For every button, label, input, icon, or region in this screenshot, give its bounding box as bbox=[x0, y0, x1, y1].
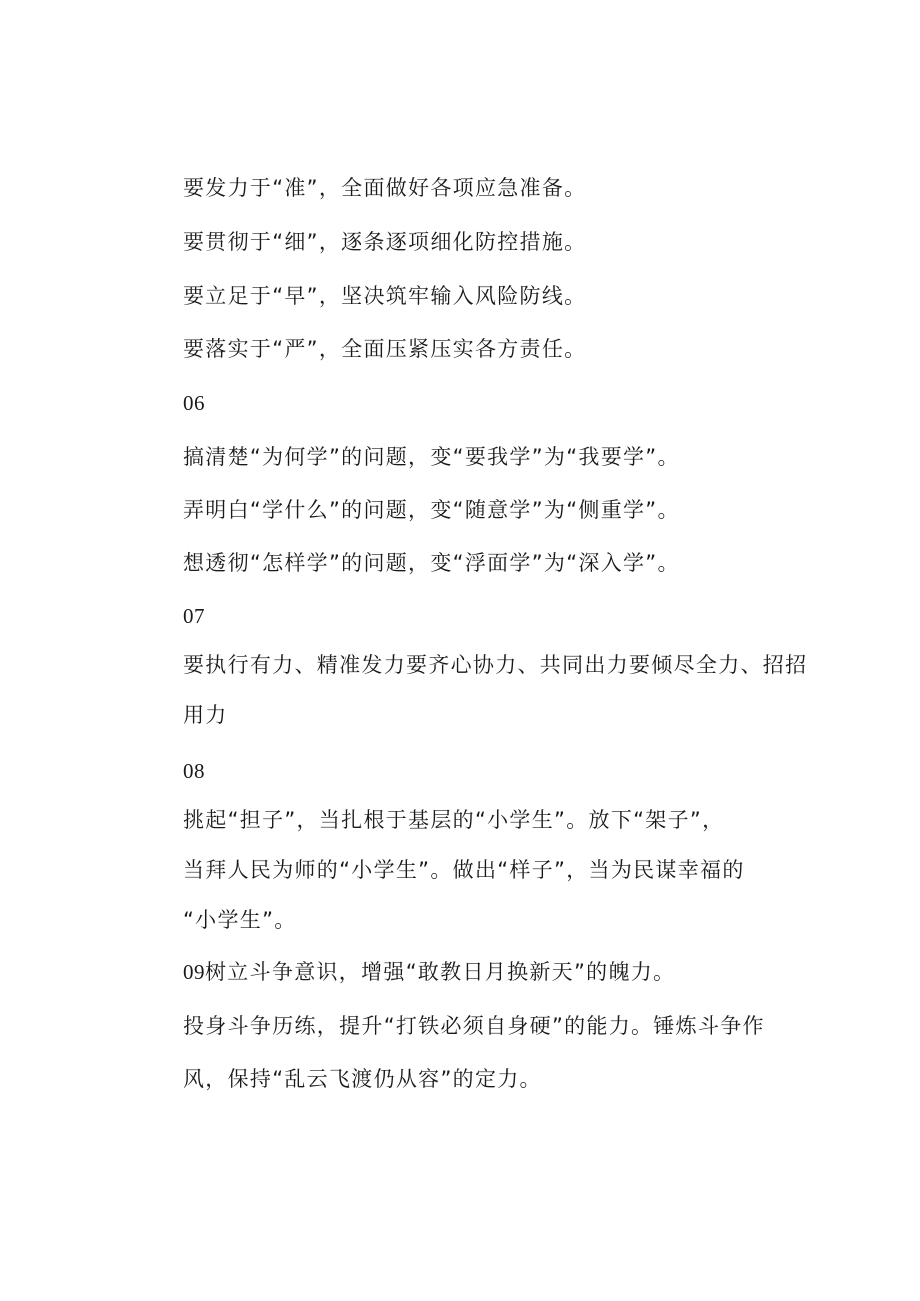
text-line: “小学生”。 bbox=[183, 908, 297, 932]
section-number: 07 bbox=[183, 604, 205, 628]
text-line: 当拜人民为师的“小学生”。做出“样子”，当为民谋幸福的 bbox=[183, 858, 745, 882]
section-heading bbox=[183, 958, 675, 986]
text-line: 用力 bbox=[183, 703, 228, 727]
text-line: 弄明白“学什么”的问题，变“随意学”为“侧重学”。 bbox=[183, 498, 680, 522]
text-line: 挑起“担子”，当扎根于基层的“小学生”。放下“架子”， bbox=[183, 808, 725, 832]
section-number: 08 bbox=[183, 759, 205, 783]
text-line: 想透彻“怎样学”的问题，变“浮面学”为“深入学”。 bbox=[183, 551, 680, 575]
text-line: 要发力于“准”，全面做好各项应急准备。 bbox=[183, 176, 587, 200]
heading-text: 树立斗争意识，增强“敢教日月换新天”的魄力。 bbox=[205, 960, 676, 984]
text-line: 风，保持“乱云飞渡仍从容”的定力。 bbox=[183, 1067, 542, 1091]
text-line: 要落实于“严”，全面压紧压实各方责任。 bbox=[183, 337, 587, 361]
section-number: 06 bbox=[183, 391, 205, 415]
text-line: 要执行有力、精准发力要齐心协力、共同出力要倾尽全力、招招 bbox=[183, 653, 808, 677]
text-line: 搞清楚“为何学”的问题，变“要我学”为“我要学”。 bbox=[183, 445, 680, 469]
text-line: 投身斗争历练，提升“打铁必须自身硬”的能力。锤炼斗争作 bbox=[183, 1014, 765, 1038]
section-number: 09 bbox=[183, 960, 205, 984]
text-line: 要立足于“早”，坚决筑牢输入风险防线。 bbox=[183, 284, 587, 308]
text-line: 要贯彻于“细”，逐条逐项细化防控措施。 bbox=[183, 230, 587, 254]
